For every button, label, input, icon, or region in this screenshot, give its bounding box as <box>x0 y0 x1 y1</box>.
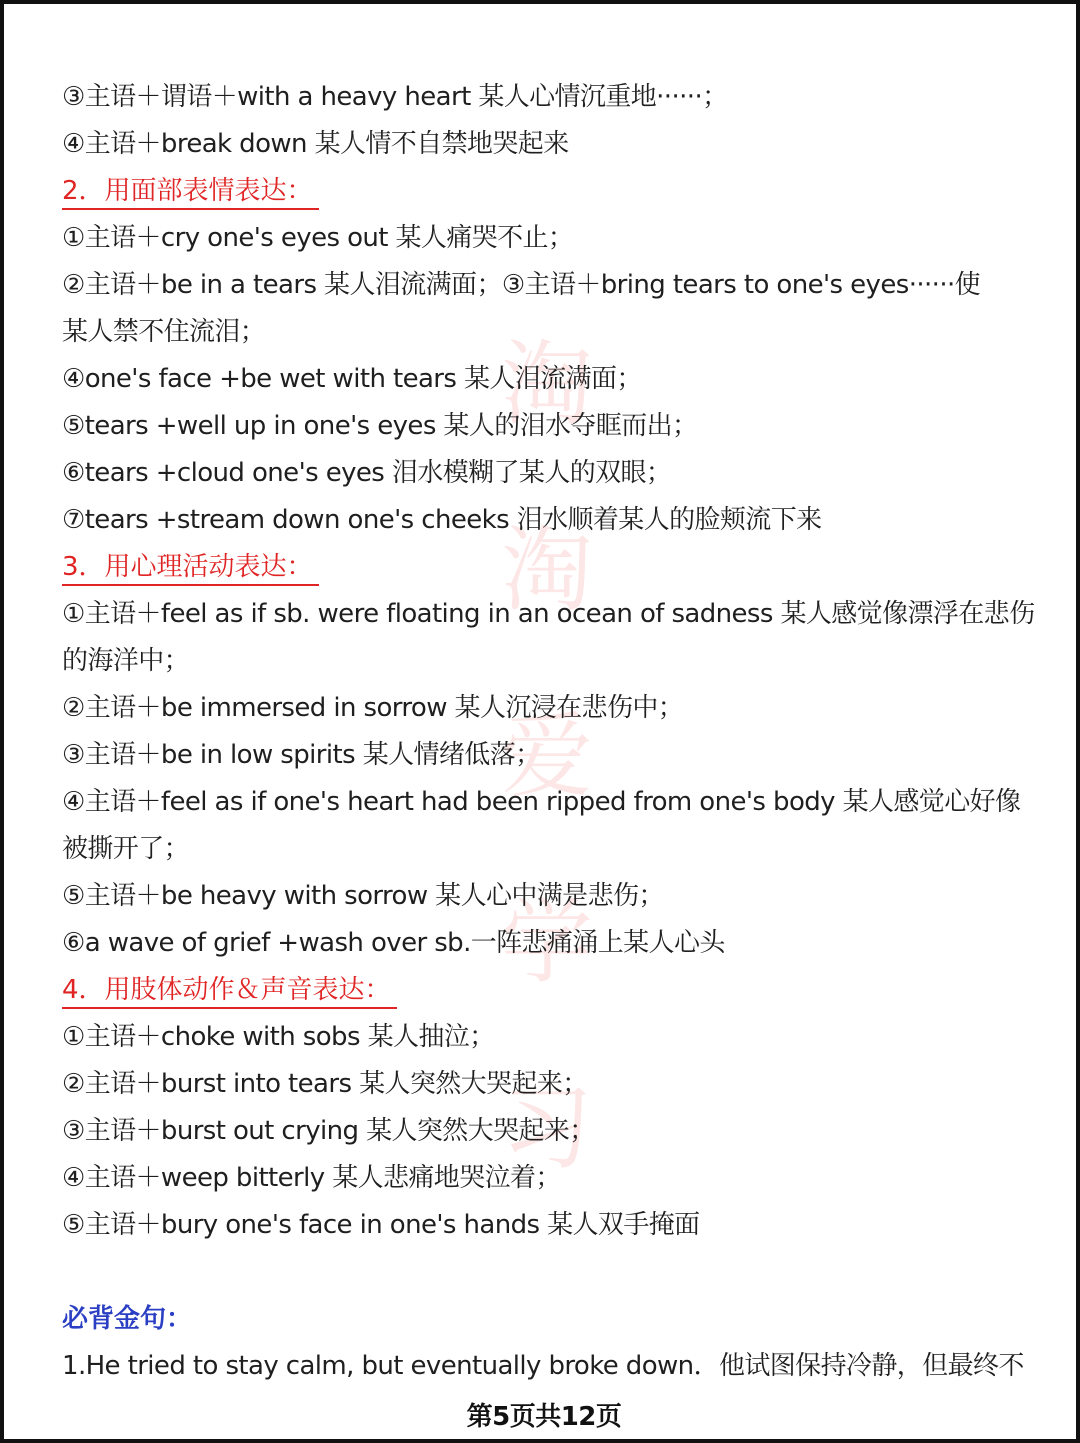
expression-line: ④主语＋break down 某人情不自禁地哭起来 <box>62 129 569 159</box>
expression-line: ⑤主语＋bury one's face in one's hands 某人双手掩面 <box>62 1210 700 1240</box>
section-heading-text: 2．用面部表情表达： <box>62 176 319 210</box>
expression-line: ②主语＋be immersed in sorrow 某人沉浸在悲伤中； <box>62 693 684 723</box>
expression-line: 的海洋中； <box>62 646 190 676</box>
watermark-char: 习 <box>500 1075 593 1182</box>
expression-line: ①主语＋cry one's eyes out 某人痛哭不止； <box>62 223 574 253</box>
section-heading <box>62 967 1032 1014</box>
expression-line: ②主语＋be in a tears 某人泪流满面；③主语＋bring tears to one's eyes······使 <box>62 270 981 300</box>
section-heading <box>62 168 1032 215</box>
expression-line: ⑤主语＋be heavy with sorrow 某人心中满是悲伤； <box>62 881 664 911</box>
section-heading <box>62 544 1032 591</box>
page-number: 第5页共12页 <box>466 1402 622 1432</box>
expression-line: ④主语＋feel as if one's heart had been ripped from one's body 某人感觉心好像 <box>62 787 1021 817</box>
watermark-char: 学 <box>500 889 593 996</box>
section-heading-text: 3．用心理活动表达： <box>62 552 319 586</box>
watermark-char: 淘 <box>500 517 593 624</box>
spacer <box>62 1249 1032 1296</box>
golden-sentences-heading: 必背金句： <box>62 1304 193 1334</box>
golden-sentence-line: 1.He tried to stay calm, but eventually broke down．他试图保持冷静，但最终不 <box>62 1351 1024 1381</box>
expression-line: ①主语＋feel as if sb. were floating in an ocean of sadness 某人感觉像漂浮在悲伤 <box>62 599 1035 629</box>
expression-line: ⑦tears +stream down one's cheeks 泪水顺着某人的脸颊流下来 <box>62 505 822 535</box>
expression-line: ⑥a wave of grief +wash over sb.一阵悲痛涌上某人心头 <box>62 928 725 958</box>
section-heading-text: 4．用肢体动作＆声音表达： <box>62 975 397 1009</box>
expression-line: ③主语＋谓语＋with a heavy heart 某人心情沉重地······； <box>62 82 728 112</box>
expression-line: ④主语＋weep bitterly 某人悲痛地哭泣着； <box>62 1163 561 1193</box>
expression-line: ①主语＋choke with sobs 某人抽泣； <box>62 1022 495 1052</box>
expression-line: ⑥tears +cloud one's eyes 泪水模糊了某人的双眼； <box>62 458 672 488</box>
page-content <box>62 74 1035 1390</box>
expression-line: ③主语＋burst out crying 某人突然大哭起来； <box>62 1116 595 1146</box>
watermark-char: 淘 <box>500 331 593 438</box>
expression-line: 被撕开了； <box>62 834 190 864</box>
expression-line: ②主语＋burst into tears 某人突然大哭起来； <box>62 1069 588 1099</box>
expression-line: ⑤tears +well up in one's eyes 某人的泪水夺眶而出； <box>62 411 698 441</box>
expression-line: 某人禁不住流泪； <box>62 317 266 347</box>
expression-line: ④one's face +be wet with tears 某人泪流满面； <box>62 364 642 394</box>
expression-line: ③主语＋be in low spirits 某人情绪低落； <box>62 740 541 770</box>
watermark-char: 爱 <box>500 703 593 810</box>
